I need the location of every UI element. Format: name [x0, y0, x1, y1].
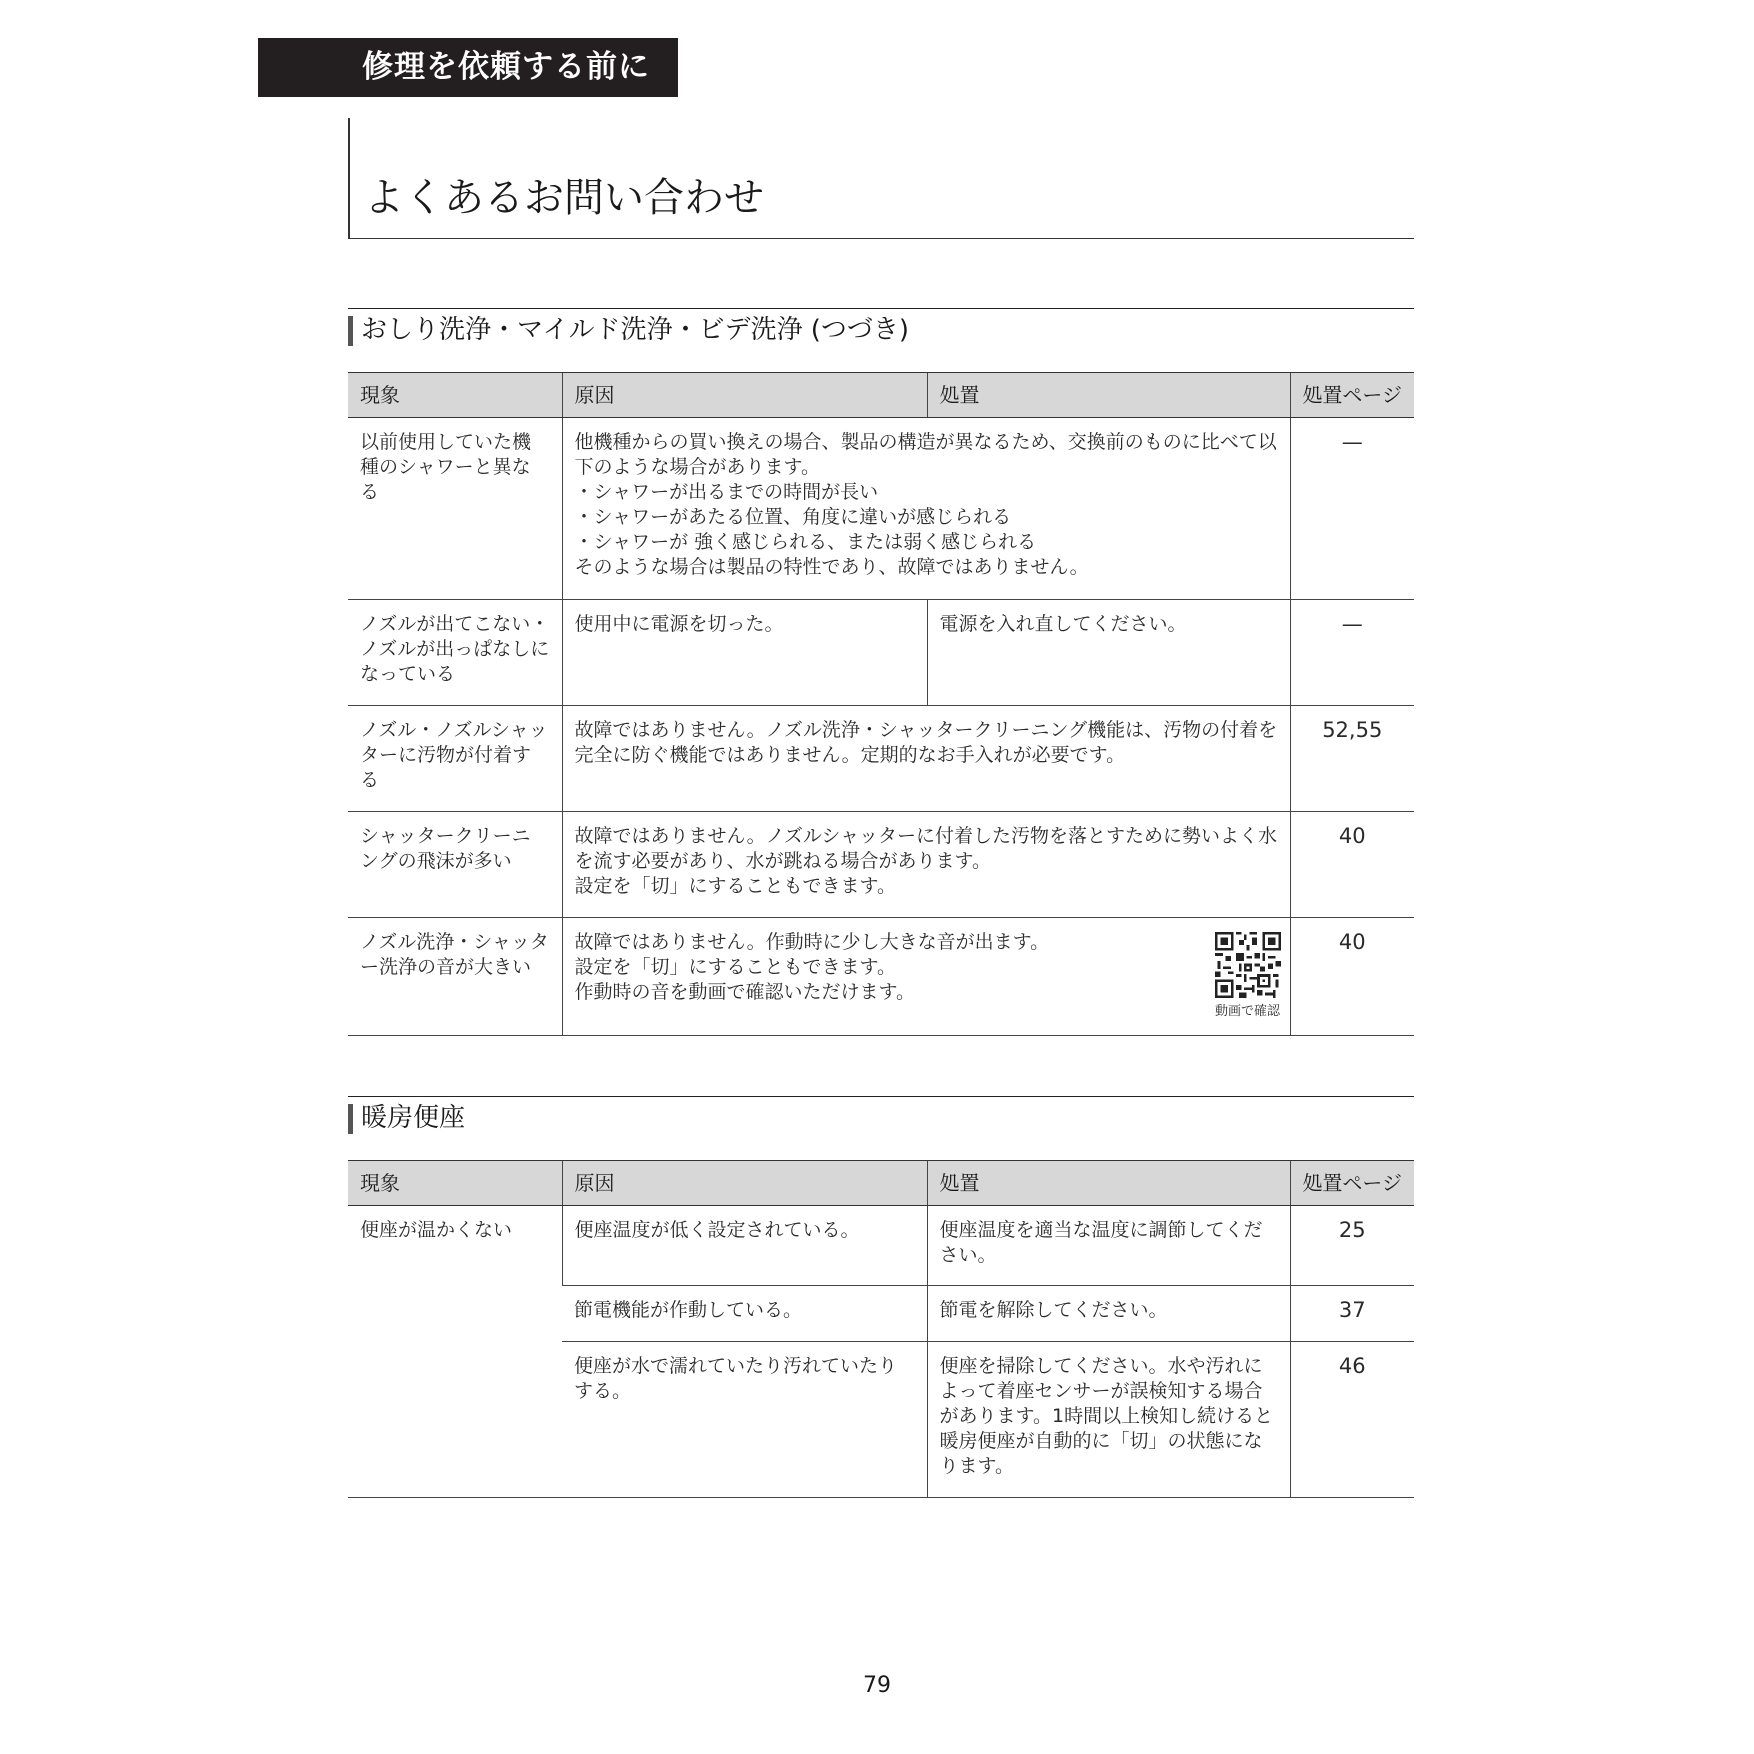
table-header-row [348, 373, 1414, 418]
cause-line: ・シャワーがあたる位置、角度に違いが感じられる [574, 506, 1012, 528]
section-marker [348, 316, 353, 346]
header-cause: 原因 [562, 373, 927, 418]
cause-cell: 故障ではありません。ノズル洗浄・シャッタークリーニング機能は、汚物の付着を完全に防ぐ機能ではありません。定期的なお手入れが必要です。 [562, 706, 1290, 812]
cause-cell: 節電機能が作動している。 [562, 1286, 927, 1342]
remedy-cell: 便座温度を適当な温度に調節してください。 [927, 1206, 1290, 1286]
cause-cell: 使用中に電源を切った。 [562, 600, 927, 706]
table-row [348, 600, 1414, 706]
page-cell: — [1290, 418, 1414, 600]
page-title: よくあるお問い合わせ [364, 175, 764, 221]
table-row [348, 1206, 1414, 1286]
page-cell: 40 [1290, 918, 1414, 1036]
cause-cell: 便座が水で濡れていたり汚れていたりする。 [562, 1342, 927, 1498]
header-page: 処置ページ [1290, 373, 1414, 418]
symptom-cell: シャッタークリーニングの飛沫が多い [348, 812, 562, 918]
page-cell: 25 [1290, 1206, 1414, 1286]
table-row [348, 418, 1414, 600]
section-title: 暖房便座 [361, 1103, 466, 1133]
symptom-cell: ノズル・ノズルシャッターに汚物が付着する [348, 706, 562, 812]
section-marker [348, 1104, 353, 1134]
chapter-tab: 修理を依頼する前に [258, 38, 678, 97]
qr-caption: 動画で確認 [1214, 1004, 1280, 1019]
page-cell: 52,55 [1290, 706, 1414, 812]
cause-line: 設定を「切」にすることもできます。 [574, 875, 896, 897]
remedy-cell: 電源を入れ直してください。 [927, 600, 1290, 706]
header-page: 処置ページ [1290, 1161, 1414, 1206]
page-number: 79 [863, 1673, 891, 1698]
header-remedy: 処置 [927, 1161, 1290, 1206]
section-title: おしり洗浄・マイルド洗浄・ビデ洗浄 (つづき) [361, 315, 910, 345]
header-remedy: 処置 [927, 373, 1290, 418]
header-symptom: 現象 [348, 373, 562, 418]
cause-line: ・シャワーが出るまでの時間が長い [574, 481, 879, 503]
cause-line: 設定を「切」にすることもできます。 [574, 956, 896, 978]
page-title-block [348, 118, 1414, 239]
faq-table-washing [348, 372, 1414, 1036]
remedy-cell: 節電を解除してください。 [927, 1286, 1290, 1342]
cause-cell [562, 418, 1290, 600]
table-row [348, 918, 1414, 1036]
header-cause: 原因 [562, 1161, 927, 1206]
table-row [348, 706, 1414, 812]
cause-line: そのような場合は製品の特性であり、故障ではありません。 [574, 556, 1089, 578]
remedy-cell: 便座を掃除してください。水や汚れによって着座センサーが誤検知する場合があります。1時間以上検知し続けると暖房便座が自動的に「切」の状態になります。 [927, 1342, 1290, 1498]
cause-line: ・シャワーが 強く感じられる、または弱く感じられる [574, 531, 1037, 553]
faq-table-heated-seat [348, 1160, 1414, 1498]
cause-line: 故障ではありません。ノズルシャッターに付着した汚物を落とすために勢いよく水を流す必要があり、水が跳ねる場合があります。 [574, 825, 1278, 872]
symptom-cell: ノズルが出てこない・ノズルが出っぱなしになっている [348, 600, 562, 706]
symptom-cell: ノズル洗浄・シャッター洗浄の音が大きい [348, 918, 562, 1036]
table-header-row [348, 1161, 1414, 1206]
cause-cell: 便座温度が低く設定されている。 [562, 1206, 927, 1286]
page-cell: 37 [1290, 1286, 1414, 1342]
header-symptom: 現象 [348, 1161, 562, 1206]
cause-cell [562, 812, 1290, 918]
section-heading-heated-seat [348, 1096, 1414, 1138]
table-row [348, 812, 1414, 918]
page-cell: 40 [1290, 812, 1414, 918]
cause-line: 故障ではありません。作動時に少し大きな音が出ます。 [574, 931, 1050, 953]
cause-cell [562, 918, 1290, 1036]
symptom-cell: 以前使用していた機種のシャワーと異なる [348, 418, 562, 600]
qr-code-link[interactable] [1210, 932, 1286, 1020]
page-cell: — [1290, 600, 1414, 706]
cause-line: 作動時の音を動画で確認いただけます。 [574, 981, 915, 1003]
cause-line: 他機種からの買い換えの場合、製品の構造が異なるため、交換前のものに比べて以下のような場合があります。 [574, 431, 1277, 478]
section-heading-washing [348, 308, 1414, 350]
symptom-cell: 便座が温かくない [348, 1206, 562, 1498]
page-cell: 46 [1290, 1342, 1414, 1498]
qr-code-icon [1215, 932, 1281, 998]
